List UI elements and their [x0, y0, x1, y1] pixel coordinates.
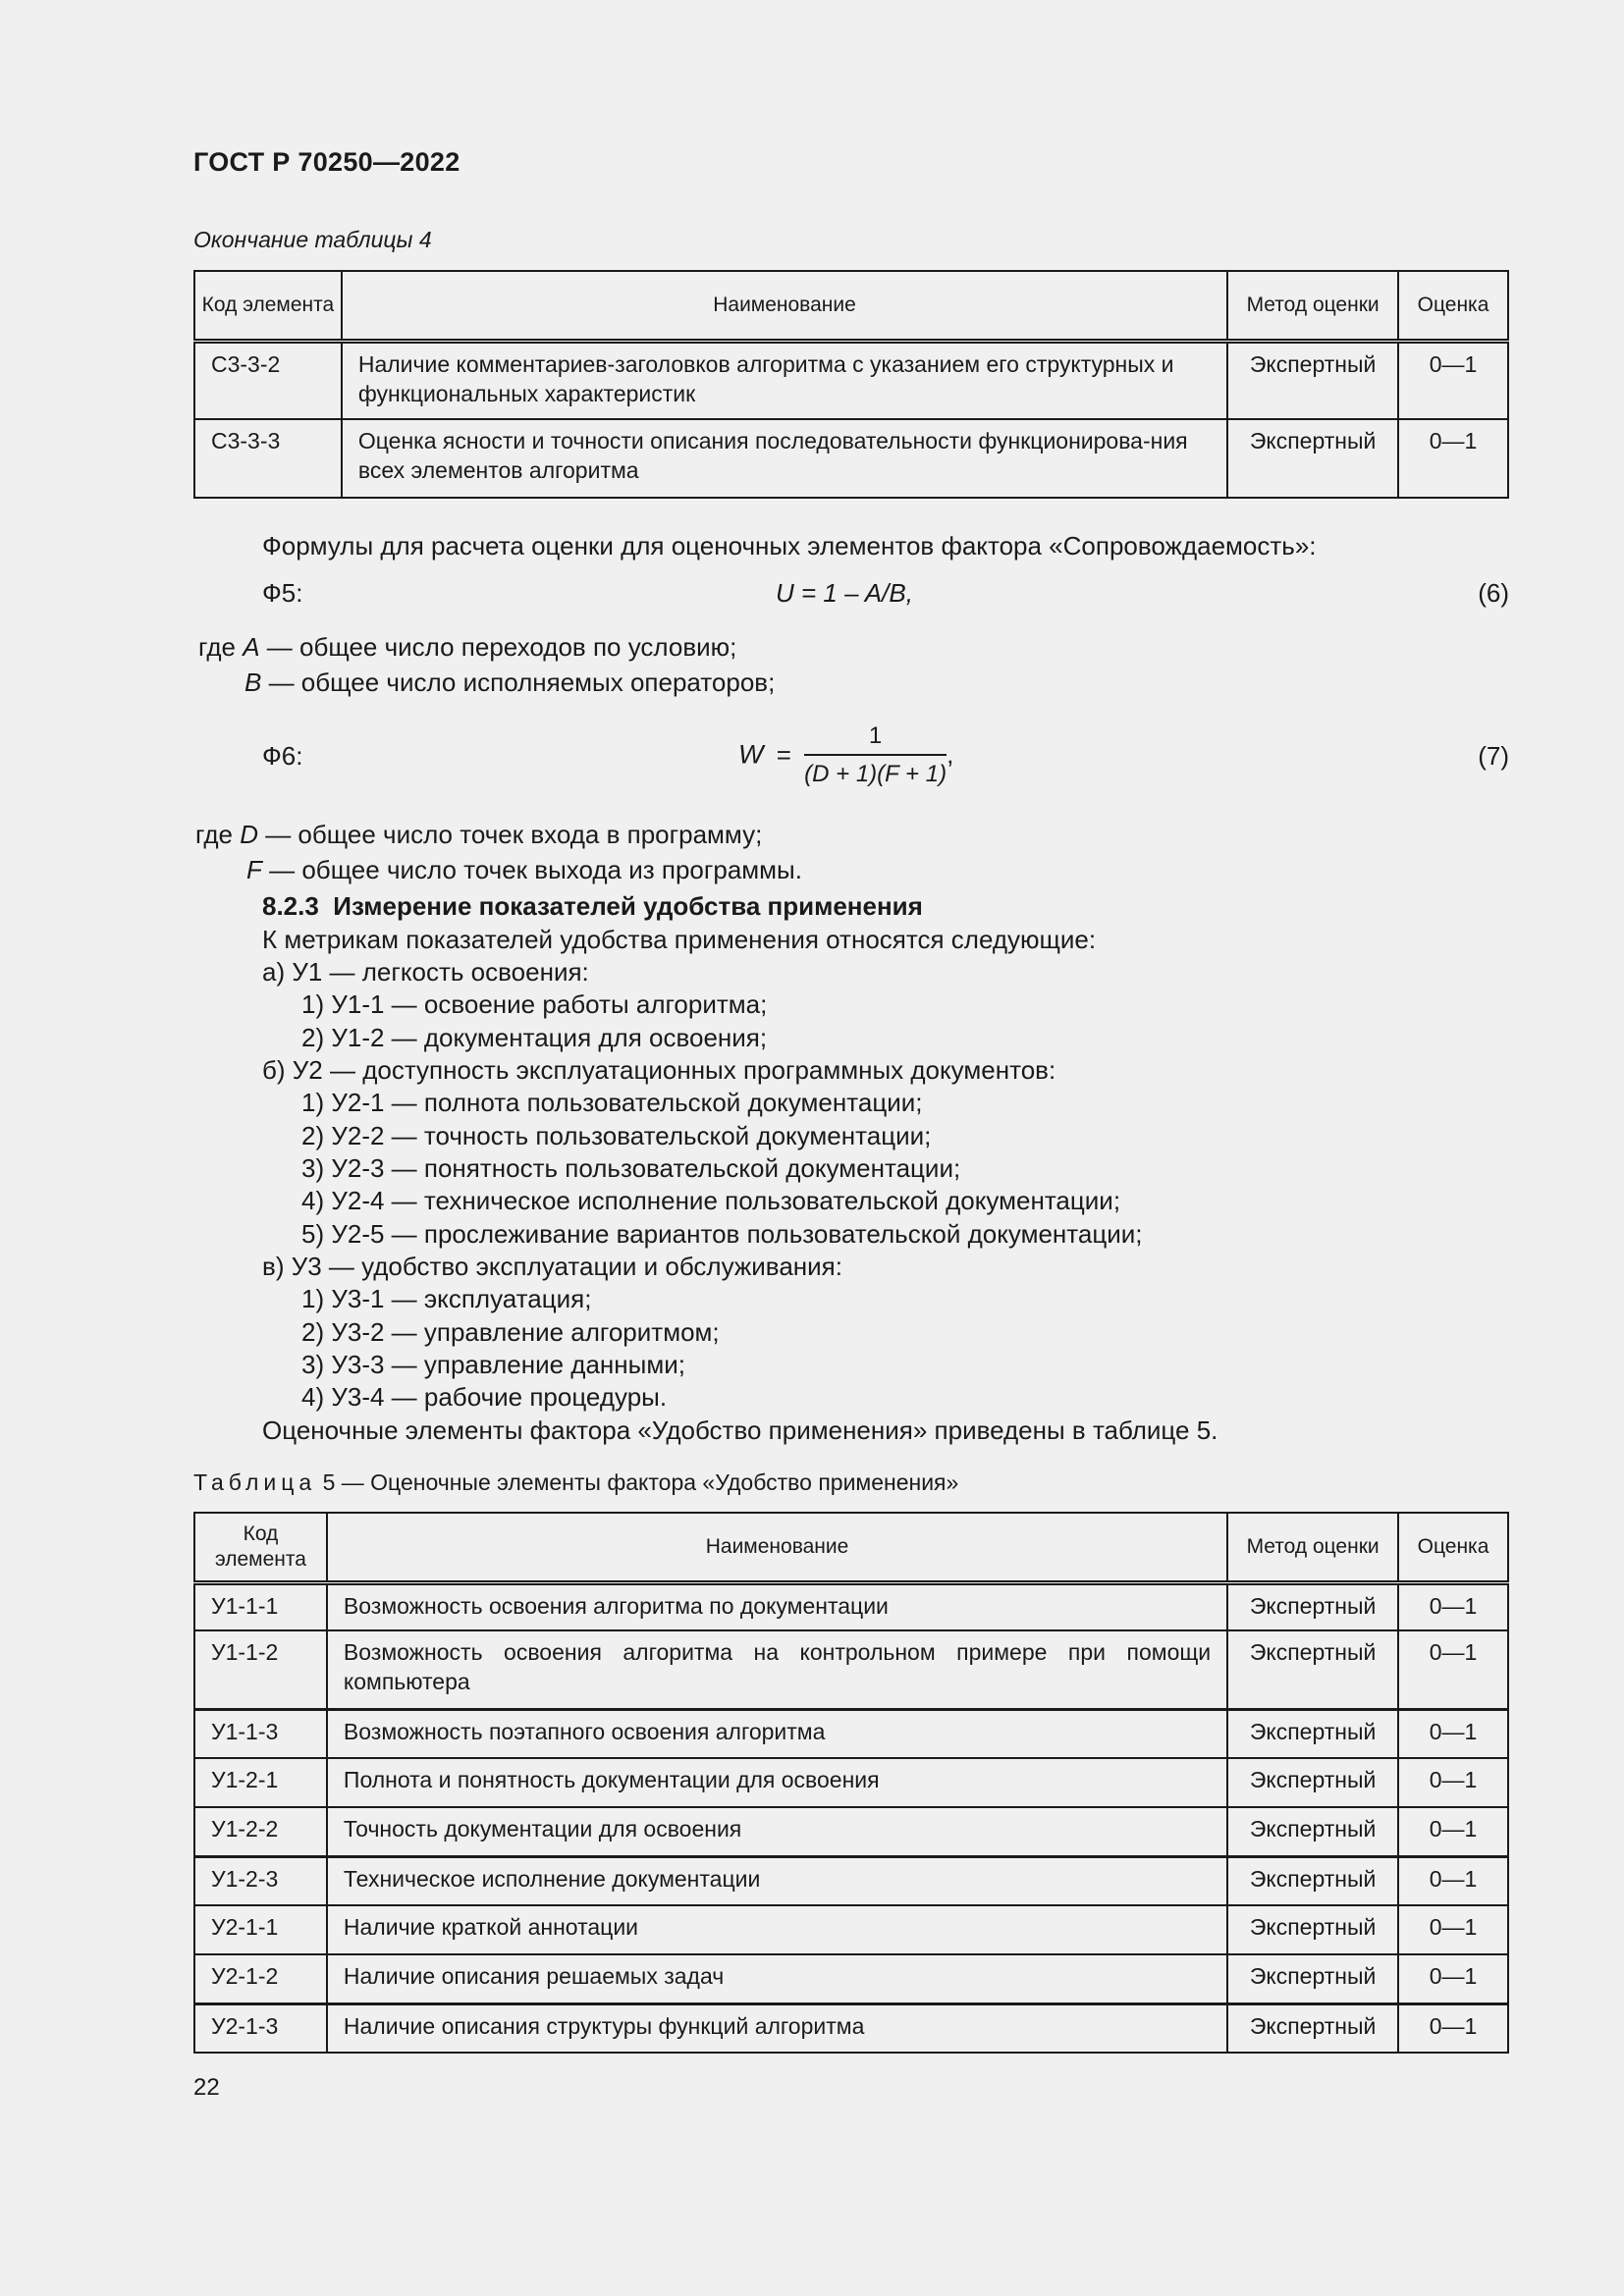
list-item: 4) У3-4 — рабочие процедуры.	[301, 1382, 668, 1412]
cell-name: Наличие описания структуры функций алгоритма	[327, 2003, 1227, 2053]
cell-score: 0—1	[1398, 1856, 1508, 1905]
list-item: 1) У2-1 — полнота пользовательской документации;	[301, 1088, 923, 1117]
table-row	[194, 1709, 1508, 1758]
cell-score: 0—1	[1398, 1630, 1508, 1709]
column-header-name: Наименование	[327, 1513, 1227, 1582]
cell-code: У1-1-2	[194, 1630, 327, 1709]
section-intro: К метрикам показателей удобства применения относятся следующие:	[262, 925, 1097, 954]
list-item: 3) У3-3 — управление данными;	[301, 1350, 685, 1379]
formula-f6-numerator: 1	[804, 720, 947, 756]
column-header-method: Метод оценки	[1227, 271, 1398, 341]
list-item: в) У3 — удобство эксплуатации и обслуживания:	[262, 1252, 842, 1281]
where-text: — общее число точек входа в программу;	[265, 820, 763, 849]
cell-code: У1-2-3	[194, 1856, 327, 1905]
cell-name: Возможность поэтапного освоения алгоритма	[327, 1709, 1227, 1758]
table4-continuation-caption: Окончание таблицы 4	[193, 227, 432, 252]
table-5	[193, 1512, 1509, 2054]
cell-method: Экспертный	[1227, 2003, 1398, 2053]
list-item: 3) У2-3 — понятность пользовательской документации;	[301, 1153, 961, 1183]
formula-f5: U = 1 – A/B,	[776, 578, 913, 608]
table-row	[194, 1630, 1508, 1709]
cell-name: Наличие краткой аннотации	[327, 1905, 1227, 1954]
table-row	[194, 1856, 1508, 1905]
column-header-code: Код элемента	[194, 271, 342, 341]
cell-method: Экспертный	[1227, 1807, 1398, 1856]
cell-code: У2-1-1	[194, 1905, 327, 1954]
column-header-method: Метод оценки	[1227, 1513, 1398, 1582]
page-number: 22	[193, 2074, 220, 2101]
where-text: — общее число исполняемых операторов;	[268, 667, 776, 697]
cell-method: Экспертный	[1227, 1905, 1398, 1954]
cell-code: У1-1-3	[194, 1709, 327, 1758]
cell-score: 0—1	[1398, 1954, 1508, 2003]
cell-score: 0—1	[1398, 1582, 1508, 1630]
list-item: 2) У1-2 — документация для освоения;	[301, 1023, 768, 1052]
where-text: — общее число точек выхода из программы.	[269, 855, 802, 884]
section-heading	[262, 890, 923, 923]
cell-method: Экспертный	[1227, 1758, 1398, 1807]
column-header-score: Оценка	[1398, 1513, 1508, 1582]
cell-code: У1-1-1	[194, 1582, 327, 1630]
formulas-intro: Формулы для расчета оценки для оценочных элементов фактора «Сопровождаемость»:	[262, 531, 1317, 561]
cell-name: Наличие описания решаемых задач	[327, 1954, 1227, 2003]
cell-method: Экспертный	[1227, 419, 1398, 498]
where-line-f	[246, 854, 802, 886]
cell-score: 0—1	[1398, 1758, 1508, 1807]
formula-f6-lhs: W	[738, 739, 764, 770]
cell-score: 0—1	[1398, 419, 1508, 498]
where-var: F	[246, 855, 262, 884]
table-row	[194, 1582, 1508, 1630]
list-item: б) У2 — доступность эксплуатационных программных документов:	[262, 1055, 1056, 1085]
cell-code: У1-2-2	[194, 1807, 327, 1856]
cell-code: У2-1-3	[194, 2003, 327, 2053]
list-item: 1) У1-1 — освоение работы алгоритма;	[301, 989, 768, 1019]
where-var: A	[243, 632, 260, 662]
column-header-score: Оценка	[1398, 271, 1508, 341]
table5-caption-text: 5 — Оценочные элементы фактора «Удобство применения»	[316, 1469, 959, 1495]
list-item: 4) У2-4 — техническое исполнение пользовательской документации;	[301, 1186, 1121, 1215]
document-title: ГОСТ Р 70250—2022	[193, 147, 460, 177]
cell-name: Полнота и понятность документации для освоения	[327, 1758, 1227, 1807]
where-line-b	[244, 667, 775, 699]
formula-number-7: (7)	[1478, 741, 1509, 771]
cell-code: У2-1-2	[194, 1954, 327, 2003]
formula-f5-label: Ф5:	[262, 578, 303, 608]
cell-code: С3-3-2	[194, 341, 342, 419]
table-row	[194, 1758, 1508, 1807]
where-prefix: где	[195, 820, 233, 849]
formula-f6-denominator: (D + 1)(F + 1)	[804, 761, 947, 787]
cell-score: 0—1	[1398, 1807, 1508, 1856]
cell-method: Экспертный	[1227, 1630, 1398, 1709]
cell-method: Экспертный	[1227, 1856, 1398, 1905]
section-outro: Оценочные элементы фактора «Удобство применения» приведены в таблице 5.	[262, 1415, 1218, 1445]
table-row	[194, 1954, 1508, 2003]
where-text: — общее число переходов по условию;	[266, 632, 737, 662]
table5-caption	[193, 1469, 958, 1496]
formula-f6-fraction	[804, 720, 947, 790]
column-header-name: Наименование	[342, 271, 1227, 341]
table-row	[194, 1905, 1508, 1954]
cell-method: Экспертный	[1227, 1709, 1398, 1758]
section-title: Измерение показателей удобства применения	[333, 891, 923, 921]
list-item: 2) У3-2 — управление алгоритмом;	[301, 1317, 720, 1347]
cell-name: Возможность освоения алгоритма по документации	[327, 1582, 1227, 1630]
list-item: 1) У3-1 — эксплуатация;	[301, 1284, 592, 1313]
table-row	[194, 341, 1508, 419]
list-item: 2) У2-2 — точность пользовательской документации;	[301, 1121, 932, 1150]
formula-f6	[738, 720, 953, 790]
list-item: 5) У2-5 — прослеживание вариантов пользовательской документации;	[301, 1219, 1143, 1249]
cell-score: 0—1	[1398, 1905, 1508, 1954]
where-var: D	[240, 820, 258, 849]
cell-method: Экспертный	[1227, 341, 1398, 419]
cell-score: 0—1	[1398, 1709, 1508, 1758]
cell-method: Экспертный	[1227, 1954, 1398, 2003]
where-line-a	[198, 631, 736, 664]
table-row	[194, 419, 1508, 498]
cell-name: Техническое исполнение документации	[327, 1856, 1227, 1905]
cell-score: 0—1	[1398, 341, 1508, 419]
table-row	[194, 2003, 1508, 2053]
cell-name: Точность документации для освоения	[327, 1807, 1227, 1856]
formula-f6-eq: =	[776, 739, 791, 770]
section-number: 8.2.3	[262, 891, 319, 921]
cell-name: Возможность освоения алгоритма на контрольном примере при помощи компьютера	[327, 1630, 1227, 1709]
table-row	[194, 1807, 1508, 1856]
where-var: B	[244, 667, 262, 697]
where-line-d	[195, 819, 762, 851]
cell-score: 0—1	[1398, 2003, 1508, 2053]
formula-f6-label: Ф6:	[262, 741, 303, 771]
cell-code: У1-2-1	[194, 1758, 327, 1807]
list-item: а) У1 — легкость освоения:	[262, 957, 589, 987]
where-prefix: где	[198, 632, 236, 662]
formula-f6-tail: ,	[947, 739, 954, 770]
cell-name: Наличие комментариев-заголовков алгоритма с указанием его структурных и функциональных характеристик	[342, 341, 1227, 419]
cell-method: Экспертный	[1227, 1582, 1398, 1630]
cell-code: С3-3-3	[194, 419, 342, 498]
formula-number-6: (6)	[1478, 578, 1509, 608]
column-header-code: Код элемента	[194, 1513, 327, 1582]
cell-name: Оценка ясности и точности описания последовательности функционирова-ния всех элементов алгоритма	[342, 419, 1227, 498]
table5-caption-word: Таблица	[193, 1469, 317, 1495]
table-4	[193, 270, 1509, 499]
